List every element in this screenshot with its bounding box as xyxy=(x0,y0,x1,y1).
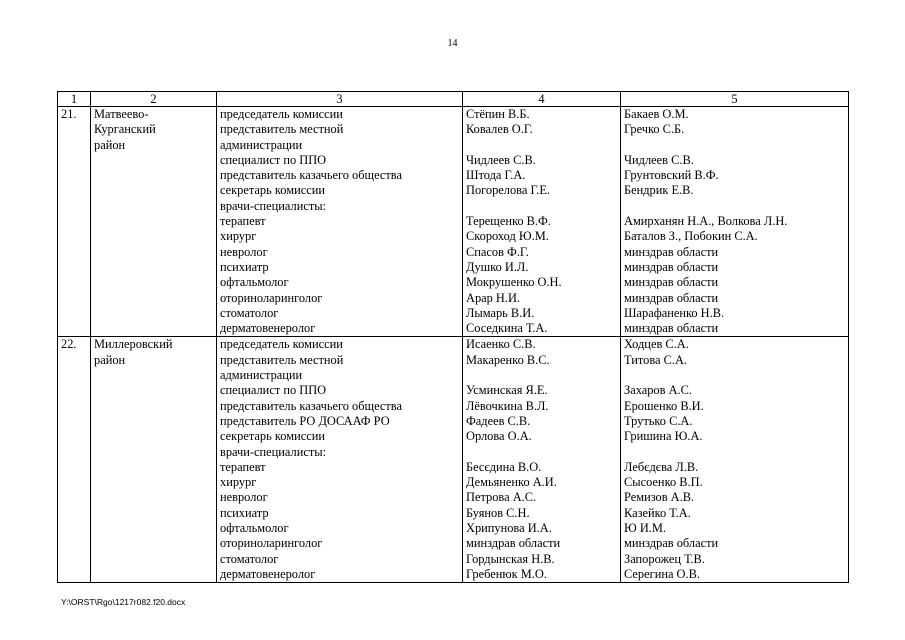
reserve-line: Серегина О.В. xyxy=(624,566,700,581)
roles-line: стоматолог xyxy=(220,305,279,320)
main-line: Гребенюк М.О. xyxy=(466,566,547,581)
main-line: Демьяненко А.И. xyxy=(466,475,557,490)
row-number: 22. xyxy=(58,337,91,583)
roles-line: представитель казачьего общества xyxy=(220,398,402,413)
main-line: Исаенко С.В. xyxy=(466,337,536,352)
roles-line: хирург xyxy=(220,229,257,244)
roles-line: психиатр xyxy=(220,505,269,520)
reserve-line: Ю И.М. xyxy=(624,521,666,536)
roles-line: представитель местной xyxy=(220,122,344,137)
roles-line: оториноларинголог xyxy=(220,536,323,551)
header-cell-5: 5 xyxy=(621,92,849,107)
roles-line: представитель казачьего общества xyxy=(220,168,402,183)
main-line: Душко И.Л. xyxy=(466,259,529,274)
roles-line: секретарь комиссии xyxy=(220,429,325,444)
reserve-line: минздрав области xyxy=(624,275,719,290)
main-line: Спасов Ф.Г. xyxy=(466,244,529,259)
roles-line: офтальмолог xyxy=(220,521,289,536)
district-line: Матвеево- xyxy=(94,107,149,121)
roles-line: администрации xyxy=(220,137,303,152)
main-line: Буянов С.Н. xyxy=(466,505,530,520)
reserve-line: Захаров А.С. xyxy=(624,383,692,398)
reserve-line: минздрав области xyxy=(624,321,719,336)
reserve-line xyxy=(624,368,845,383)
reserve-members-list xyxy=(621,337,849,583)
main-line: Скороход Ю.М. xyxy=(466,229,549,244)
roles-line: секретарь комиссии xyxy=(220,183,325,198)
header-cell-2: 2 xyxy=(91,92,217,107)
reserve-line: Лебєдєва Л.В. xyxy=(624,459,699,474)
main-line: Лёвочкина В.Л. xyxy=(466,398,549,413)
roles-line: терапевт xyxy=(220,214,266,229)
page-number: 14 xyxy=(447,38,458,49)
table-header-row xyxy=(58,92,849,107)
reserve-line xyxy=(624,138,845,153)
main-line: Петрова А.С. xyxy=(466,490,537,505)
roles-line: председатель комиссии xyxy=(220,107,343,121)
roles-list xyxy=(217,107,463,337)
district-name xyxy=(91,337,217,583)
main-line: Фадеев С.В. xyxy=(466,413,531,428)
district-name xyxy=(91,107,217,337)
main-line: Погорелова Г.Е. xyxy=(466,183,550,198)
table-row-district xyxy=(58,107,849,337)
reserve-line: Бендрик Е.В. xyxy=(624,183,694,198)
roles-line: администрации xyxy=(220,368,303,383)
reserve-line: Грунтовский В.Ф. xyxy=(624,168,719,183)
main-line: Чидлеев С.В. xyxy=(466,152,536,167)
main-line xyxy=(466,368,617,383)
roles-line: оториноларинголог xyxy=(220,290,323,305)
reserve-line: Казейко Т.А. xyxy=(624,505,691,520)
roles-line: терапевт xyxy=(220,459,266,474)
reserve-line xyxy=(624,445,845,460)
roles-line: специалист по ППО xyxy=(220,152,327,167)
main-line xyxy=(466,445,617,460)
main-line: Гордынская Н.В. xyxy=(466,551,555,566)
main-line: Усминская Я.Е. xyxy=(466,383,548,398)
roles-line: офтальмолог xyxy=(220,275,289,290)
header-cell-1: 1 xyxy=(58,92,91,107)
reserve-line: минздрав области xyxy=(624,536,719,551)
main-line: Мокрушенко О.Н. xyxy=(466,275,562,290)
roles-line: дерматовенеролог xyxy=(220,321,316,336)
reserve-line xyxy=(624,199,845,214)
reserve-line: Ерошенко В.И. xyxy=(624,398,704,413)
roles-line: дерматовенеролог xyxy=(220,566,316,581)
reserve-line: Амирханян Н.А., Волкова Л.Н. xyxy=(624,214,788,229)
main-line: Стёпин В.Б. xyxy=(466,107,530,121)
main-line: Бесєдина В.О. xyxy=(466,459,542,474)
reserve-line: Гречко С.Б. xyxy=(624,122,685,137)
roles-line: невролог xyxy=(220,244,268,259)
reserve-line: Баталов З., Побокин С.А. xyxy=(624,229,758,244)
roles-line: стоматолог xyxy=(220,551,279,566)
main-line: Штода Г.А. xyxy=(466,168,526,183)
roles-line: врачи-специалисты: xyxy=(220,444,327,459)
reserve-line: Сысоенко В.П. xyxy=(624,475,703,490)
main-line: Терещенко В.Ф. xyxy=(466,214,551,229)
roles-line: психиатр xyxy=(220,259,269,274)
reserve-line: минздрав области xyxy=(624,259,719,274)
reserve-line: Ремизов А.В. xyxy=(624,490,695,505)
roles-line: специалист по ППО xyxy=(220,383,327,398)
district-line: район xyxy=(94,137,126,152)
footer-file-path: Y:\ORST\Rgo\1217r082.f20.docx xyxy=(61,597,186,607)
table-row-district xyxy=(58,337,849,583)
district-line: Миллеровский xyxy=(94,337,173,352)
reserve-line: Гришина Ю.А. xyxy=(624,429,703,444)
main-line: Арар Н.И. xyxy=(466,290,521,305)
reserve-line: минздрав области xyxy=(624,244,719,259)
roles-line: врачи-специалисты: xyxy=(220,198,327,213)
roles-list xyxy=(217,337,463,583)
reserve-line: Ходцев С.А. xyxy=(624,337,689,352)
main-line: Ковалев О.Г. xyxy=(466,122,533,137)
header-cell-4: 4 xyxy=(463,92,621,107)
reserve-line: Титова С.А. xyxy=(624,352,688,367)
roles-line: невролог xyxy=(220,490,268,505)
main-line: Соседкина Т.А. xyxy=(466,321,548,336)
reserve-members-list xyxy=(621,107,849,337)
main-line: Хрипунова И.А. xyxy=(466,521,552,536)
main-line: Орлова О.А. xyxy=(466,429,532,444)
main-members-list xyxy=(463,107,621,337)
main-line xyxy=(466,199,617,214)
reserve-line: Бакаев О.М. xyxy=(624,107,689,121)
reserve-line: Шарафаненко Н.В. xyxy=(624,305,725,320)
reserve-line: минздрав области xyxy=(624,290,719,305)
main-line: Макаренко В.С. xyxy=(466,352,550,367)
reserve-line: Трутько С.А. xyxy=(624,413,693,428)
commission-table xyxy=(57,91,849,583)
roles-line: представитель РО ДОСААФ РО xyxy=(220,413,390,428)
row-number: 21. xyxy=(58,107,91,337)
main-line: Лымарь В.И. xyxy=(466,305,535,320)
district-line: Курганский xyxy=(94,122,156,137)
reserve-line: Чидлеев С.В. xyxy=(624,152,694,167)
main-members-list xyxy=(463,337,621,583)
reserve-line: Запорожец Т.В. xyxy=(624,551,705,566)
main-line xyxy=(466,138,617,153)
header-cell-3: 3 xyxy=(217,92,463,107)
roles-line: хирург xyxy=(220,475,257,490)
district-line: район xyxy=(94,352,126,367)
main-line: минздрав области xyxy=(466,536,561,551)
roles-line: председатель комиссии xyxy=(220,337,343,352)
roles-line: представитель местной xyxy=(220,352,344,367)
